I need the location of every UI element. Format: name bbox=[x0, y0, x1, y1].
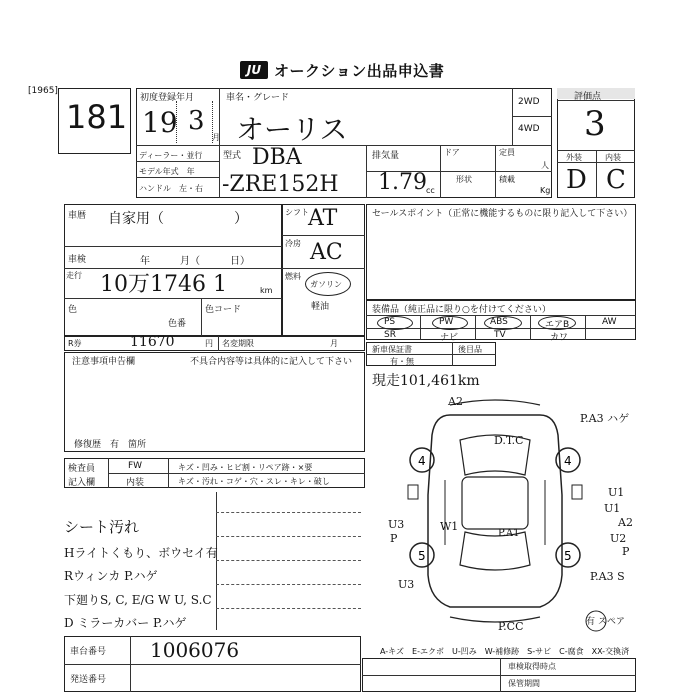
dealer-label: ディーラー・並行 bbox=[139, 151, 203, 160]
damage-legend: A-キズ E-エクボ U-凹み W-補修跡 S-サビ C-腐食 XX-交換済 bbox=[380, 647, 630, 656]
type-value: DBA bbox=[252, 145, 302, 170]
equip-pw: PW bbox=[439, 317, 454, 327]
warranty-record-label: 後目品 bbox=[458, 345, 482, 354]
model-year-label: モデル年式 年 bbox=[139, 167, 195, 176]
color-code-label: 色コード bbox=[205, 305, 242, 315]
displacement-value: 1.79 bbox=[378, 170, 427, 195]
mark-dtc: D.T.C bbox=[494, 434, 524, 447]
equip-sr: SR bbox=[384, 330, 396, 340]
capacity-label: 定員 bbox=[499, 148, 515, 157]
svg-text:4: 4 bbox=[418, 454, 426, 468]
svg-text:4: 4 bbox=[564, 454, 572, 468]
equip-circle-4 bbox=[538, 316, 576, 330]
year-value: 19 bbox=[142, 106, 178, 139]
recycle-unit: 円 bbox=[205, 339, 213, 348]
handle-label: ハンドル 左・右 bbox=[139, 184, 203, 193]
history-value: 自家用（ ） bbox=[108, 211, 248, 227]
equip-aw: AW bbox=[602, 317, 617, 327]
month-value: 3 bbox=[188, 106, 205, 136]
name-change-unit: 月 bbox=[330, 339, 338, 348]
dispatch-label: 発送番号 bbox=[70, 675, 107, 685]
sales-point-label: セールスポイント（正常に機能するものに限り記入して下さい） bbox=[372, 209, 633, 219]
svg-text:5: 5 bbox=[564, 549, 572, 563]
equip-ps: PS bbox=[384, 317, 396, 327]
mileage-unit: km bbox=[260, 286, 273, 295]
note-line-3: Rウィンカ P.ハゲ bbox=[64, 569, 158, 583]
entry-label: 記入欄 bbox=[68, 478, 96, 488]
note-line-4: 下廻りS, C, E/G W U, S.C bbox=[64, 593, 212, 607]
fuel-label: 燃料 bbox=[285, 272, 301, 281]
inspector-row1: キズ・凹み・ヒビ割・リペア跡・×要 bbox=[178, 463, 313, 472]
recycle-row bbox=[64, 336, 365, 351]
inspection-fields: 年 月（ 日） bbox=[140, 256, 250, 267]
note-line-1: シート汚れ bbox=[64, 518, 140, 536]
inspector-fw: FW bbox=[128, 461, 143, 471]
equip-tv: TV bbox=[494, 330, 506, 340]
bottom-right-line1: 車検取得時点 bbox=[508, 662, 556, 671]
exterior-label: 外装 bbox=[566, 153, 582, 162]
mark-pa3-rear-right: P.A3 S bbox=[590, 570, 625, 583]
rating-value: 3 bbox=[584, 104, 606, 144]
fuel-value: ガソリン bbox=[310, 280, 342, 289]
fuel-diesel: 軽油 bbox=[311, 302, 330, 312]
load-label: 積載 bbox=[499, 175, 515, 184]
bottom-right-line2: 保管期間 bbox=[508, 679, 540, 688]
equip-circle-3 bbox=[484, 316, 522, 330]
shift-label: シフト bbox=[285, 208, 309, 217]
color-number-label: 色番 bbox=[168, 319, 187, 329]
first-reg-label: 初度登録年月 bbox=[140, 93, 195, 103]
interior-label: 内装 bbox=[605, 153, 621, 162]
equip-airbag: エアB bbox=[545, 320, 570, 330]
inspector-row2: キズ・汚れ・コゲ・穴・スレ・キレ・破し bbox=[178, 477, 330, 486]
mileage-value: 10万1746 1 bbox=[100, 272, 227, 297]
warranty-options: 有・無 bbox=[390, 357, 414, 366]
capacity-unit: 人 bbox=[541, 161, 549, 170]
equip-leather: カワ bbox=[550, 333, 569, 343]
model-code-value: -ZRE152H bbox=[222, 172, 339, 197]
color-label: 色 bbox=[68, 305, 78, 315]
name-grade-label: 車名・グレード bbox=[226, 93, 290, 103]
recycle-value: 11670 bbox=[130, 334, 175, 350]
shift-value: AT bbox=[308, 206, 338, 231]
svg-text:5: 5 bbox=[418, 549, 426, 563]
note-line-5: D ミラーカバー P.ハゲ bbox=[64, 616, 187, 630]
form-title: オークション出品申込書 bbox=[274, 62, 445, 80]
ac-value: AC bbox=[310, 240, 343, 265]
2wd-label: 2WD bbox=[518, 97, 540, 107]
mileage-note: 現走101,461km bbox=[372, 373, 480, 389]
recycle-label: R券 bbox=[68, 339, 82, 348]
equipment-label: 装備品（純正品に限り○を付けてください） bbox=[372, 305, 551, 315]
mark-pa1-roof: P.A1 bbox=[498, 528, 520, 539]
ac-label: 冷房 bbox=[285, 239, 301, 248]
shape-label: 形状 bbox=[456, 175, 472, 184]
notes-label: 注意事項申告欄 bbox=[72, 357, 136, 367]
exterior-value: D bbox=[566, 165, 587, 195]
equip-circle-2 bbox=[432, 316, 468, 330]
rating-label: 評価点 bbox=[574, 92, 602, 102]
inspector-label: 検査員 bbox=[68, 464, 96, 474]
equip-abs: ABS bbox=[490, 317, 508, 327]
door-label: ドア bbox=[444, 148, 460, 157]
equip-circle-1 bbox=[377, 316, 413, 330]
4wd-label: 4WD bbox=[518, 124, 540, 134]
mark-pa3-front-right: P.A3 ハゲ bbox=[580, 412, 630, 425]
inspection-label: 車検 bbox=[68, 255, 87, 265]
history-label: 車暦 bbox=[68, 211, 87, 221]
car-name-value: オーリス bbox=[236, 113, 348, 146]
load-unit: Kg bbox=[540, 186, 551, 195]
logo: JU bbox=[240, 61, 268, 79]
equip-navi: ナビ bbox=[440, 333, 459, 343]
mark-spare: 有 スペア bbox=[586, 617, 625, 627]
form-code: [1965] bbox=[28, 86, 58, 96]
chassis-value: 1006076 bbox=[150, 638, 240, 662]
interior-value: C bbox=[606, 165, 626, 195]
mark-u3-rear-left: U3 bbox=[398, 578, 415, 591]
mark-a2-right: A2 bbox=[618, 516, 633, 529]
warranty-label: 新車保証書 bbox=[372, 345, 412, 354]
name-change-label: 名変期限 bbox=[222, 339, 254, 348]
mark-p-right: P bbox=[622, 545, 630, 558]
car-damage-diagram bbox=[390, 395, 640, 635]
mark-u1-right-2: U1 bbox=[604, 502, 621, 515]
lot-number: 181 bbox=[66, 98, 128, 136]
type-label: 型式 bbox=[223, 151, 242, 161]
chassis-label: 車台番号 bbox=[70, 647, 107, 657]
note-line-2: Hライトくもり、ボウセイ有 bbox=[64, 546, 218, 560]
repair-label: 修復歴 有 箇所 bbox=[74, 440, 147, 450]
mark-p-left: P bbox=[390, 532, 398, 545]
mark-w1: W1 bbox=[440, 520, 459, 533]
mark-u3-left: U3 bbox=[388, 518, 405, 531]
inspector-interior: 内装 bbox=[126, 478, 145, 488]
month-unit: 月 bbox=[212, 133, 220, 142]
displacement-label: 排気量 bbox=[372, 151, 400, 161]
mark-a2-top: A2 bbox=[448, 395, 463, 408]
displacement-unit: cc bbox=[426, 186, 435, 195]
mileage-label: 走行 bbox=[66, 271, 82, 280]
mark-u2-right: U2 bbox=[610, 532, 627, 545]
notes-sub-label: 不具合内容等は具体的に記入して下さい bbox=[190, 357, 353, 367]
mark-pcc-rear: P.CC bbox=[498, 620, 524, 633]
mark-u1-right: U1 bbox=[608, 486, 625, 499]
